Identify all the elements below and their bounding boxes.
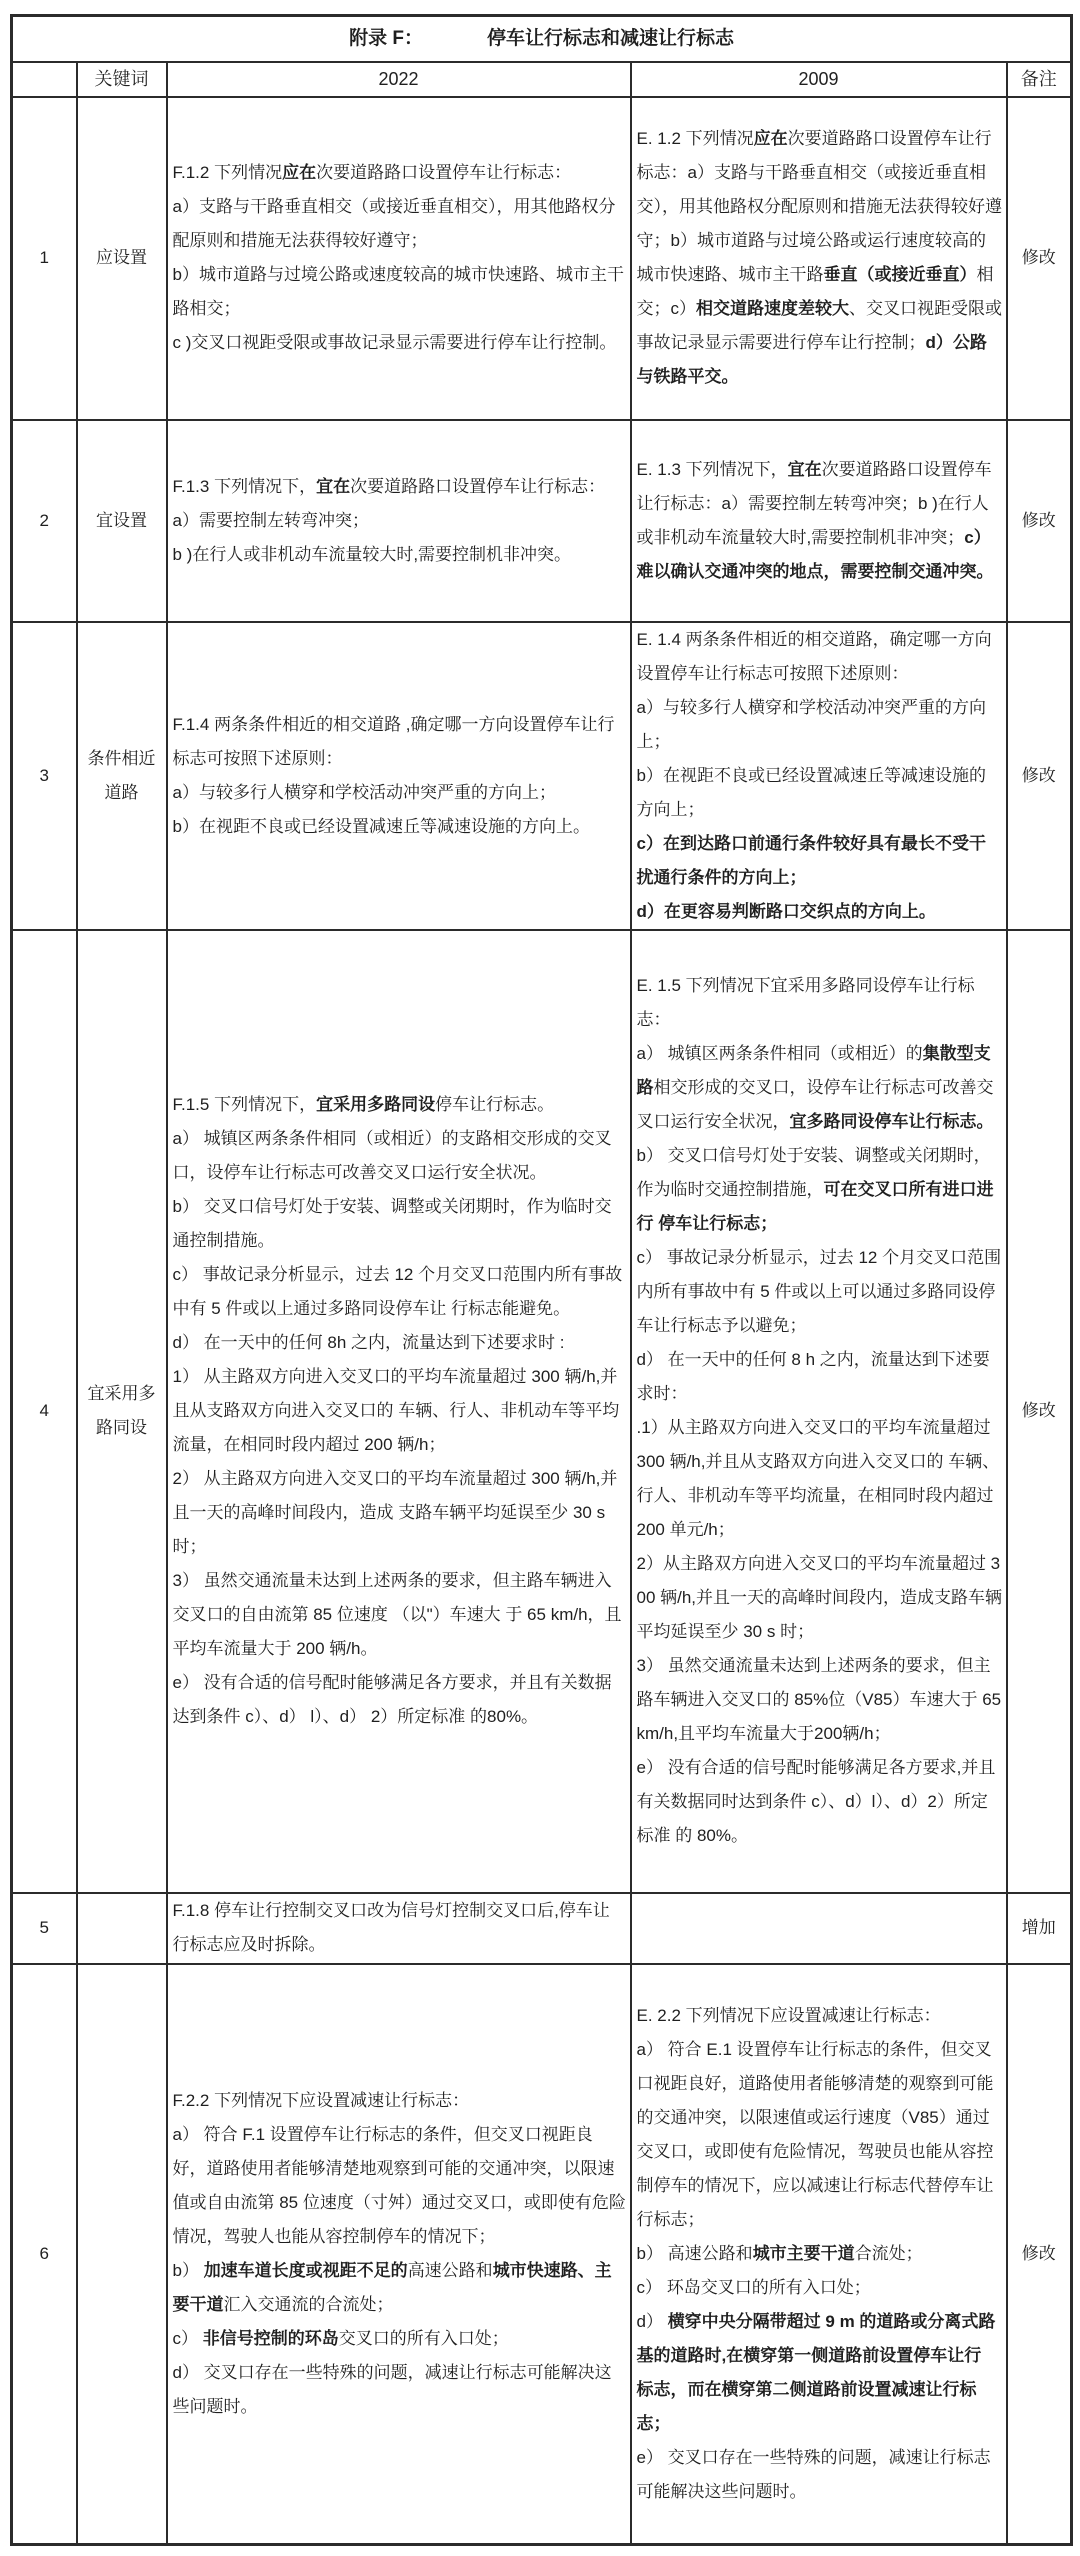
paragraph: [173, 2356, 627, 2424]
text-run: d）在更容易判断路口交织点的方向上。: [636, 901, 936, 921]
text-run: d） 在一天中的任何 8h 之内，流量达到下述要求时 :: [172, 1333, 565, 1352]
text-run: a）与较多行人横穿和学校活动冲突严重的方向上；: [172, 782, 556, 802]
cell-2009: [631, 97, 1007, 420]
paragraph: [173, 1666, 627, 1734]
table-row: [12, 1964, 1072, 2545]
row-index-cell: 6: [12, 1964, 77, 2545]
row-index-cell: 2: [12, 420, 77, 622]
text-run: 、交叉口视距受限或事故记录显示需要进行停车让行控制；: [636, 299, 1002, 352]
text-run: b） 交叉口信号灯处于安装、调整或关闭期时，作为临时交通控制措施。: [172, 1197, 612, 1250]
table-row: [12, 1893, 1072, 1964]
text-run: 城市快速路、主要干道: [172, 2260, 612, 2314]
paragraph: [173, 156, 627, 190]
paragraph: [173, 504, 627, 538]
text-run: a） 城镇区两条条件相同（或相近）的支路相交形成的交叉口，设停车让行标志可改善交叉口运行安全状况。: [172, 1129, 612, 1182]
paragraph: [173, 1122, 627, 1190]
text-run: E. 2.2 下列情况下应设置减速让行标志：: [636, 2005, 941, 2025]
remark-cell: 修改: [1007, 97, 1072, 420]
keyword-cell: [77, 1964, 167, 2545]
text-run: c）难以确认交通冲突的地点，需要控制交通冲突。: [636, 527, 994, 581]
paragraph: [173, 258, 627, 326]
paragraph: [173, 326, 627, 360]
cell-2009: [631, 1964, 1007, 2545]
paragraph: [637, 1241, 1003, 1343]
cell-2009: [631, 1893, 1007, 1964]
paragraph: [637, 1649, 1003, 1751]
remark-cell: 修改: [1007, 1964, 1072, 2545]
text-run: b）: [172, 2260, 204, 2280]
paragraph: [637, 1547, 1003, 1649]
paragraph: [173, 2254, 627, 2322]
paragraph: [173, 708, 627, 776]
paragraph: [173, 776, 627, 810]
paragraph: [637, 1751, 1003, 1853]
row-index-cell: 1: [12, 97, 77, 420]
text-run: 次要道路路口设置停车让行标志：: [350, 476, 606, 496]
text-run: 垂直（或接近垂直）: [823, 265, 977, 284]
text-run: 3） 虽然交通流量未达到上述两条的要求，但主路车辆进入交叉口的自由流第 85 位速度 （以"）车速大 于 65 km/h，且平均车流量大于 200 辆/h。: [172, 1571, 622, 1658]
text-run: F.1.4 两条条件相近的相交道路 ,确定哪一方向设置停车让行标志可按照下述原则：: [172, 714, 615, 768]
paragraph: [637, 759, 1003, 827]
text-run: 停车让行标志。: [435, 1095, 555, 1114]
title-prefix: 附录 F：: [349, 27, 423, 49]
paragraph: [173, 190, 627, 258]
text-run: F.1.5 下列情况下，: [172, 1095, 317, 1114]
text-run: b )在行人或非机动车流量较大时,需要控制机非冲突。: [172, 544, 572, 564]
row-index-cell: 4: [12, 930, 77, 1893]
paragraph: [637, 827, 1003, 895]
text-run: e） 没有合适的信号配时能够满足各方要求，并且有关数据达到条件 c）、d） l）、d） 2）所定标准 的80%。: [172, 1673, 612, 1726]
paragraph: [173, 1190, 627, 1258]
text-run: d） 在一天中的任何 8 h 之内，流量达到下述要求时：: [636, 1350, 990, 1403]
paragraph: [637, 2271, 1003, 2305]
cell-2009: [631, 420, 1007, 622]
text-run: a）与较多行人横穿和学校活动冲突严重的方向上；: [636, 697, 986, 751]
table-row: [12, 930, 1072, 1893]
table-title-row: [12, 16, 1072, 62]
paragraph: [637, 895, 1003, 929]
text-run: c） 环岛交叉口的所有入口处；: [636, 2277, 871, 2297]
paragraph: [637, 2441, 1003, 2509]
text-run: E. 1.2 下列情况: [636, 129, 754, 148]
table-row: [12, 420, 1072, 622]
text-run: 相交道路速度差较大: [696, 299, 849, 318]
text-run: 可在交叉口所有进口进行 停车让行标志；: [636, 1180, 994, 1233]
paragraph: [637, 453, 1003, 589]
cell-2022: [167, 420, 631, 622]
text-run: 宜采用多路同设: [316, 1095, 436, 1114]
keyword-cell: 应设置: [77, 97, 167, 420]
text-run: 交叉口的所有入口处；: [338, 2328, 509, 2348]
remark-cell: 修改: [1007, 622, 1072, 930]
text-run: 合流处；: [854, 2243, 923, 2263]
text-run: 非信号控制的环岛: [202, 2328, 339, 2348]
paragraph: [173, 1326, 627, 1360]
text-run: c） 事故记录分析显示，过去 12 个月交叉口范围内所有事故中有 5 件或以上通过多路同设停车让 行标志能避免。: [172, 1265, 623, 1318]
comparison-table: [10, 14, 1073, 2546]
text-run: 城市主要干道: [752, 2243, 855, 2263]
header-keyword: 关键词: [77, 62, 167, 97]
table-header-row: [12, 62, 1072, 97]
text-run: c）: [172, 2328, 203, 2348]
text-run: b）在视距不良或已经设置减速丘等减速设施的方向上；: [636, 765, 986, 819]
cell-2022: [167, 1964, 631, 2545]
paragraph: [173, 1894, 627, 1962]
text-run: a） 符合 E.1 设置停车让行标志的条件，但交叉口视距良好，道路使用者能够清楚的观察到可能 的交通冲突，以限速值或运行速度（V85）通过交叉口，或即使有危险情况，驾驶员也能从容控制停车的情况下，应以减速让行标志代替停车让行标志；: [636, 2039, 994, 2229]
text-run: e） 交叉口存在一些特殊的问题，减速让行标志可能解决这些问题时。: [636, 2447, 991, 2501]
paragraph: [637, 2237, 1003, 2271]
text-run: c）在到达路口前通行条件较好具有最长不受干扰通行条件的方向上；: [636, 833, 986, 887]
paragraph: [637, 1343, 1003, 1411]
cell-2009: [631, 622, 1007, 930]
paragraph: [173, 470, 627, 504]
text-run: a） 城镇区两条条件相同（或相近）的: [636, 1044, 923, 1063]
paragraph: [173, 2322, 627, 2356]
paragraph: [173, 1462, 627, 1564]
text-run: b）在视距不良或已经设置减速丘等减速设施的方向上。: [172, 816, 590, 836]
text-run: E. 1.5 下列情况下宜采用多路同设停车让行标志：: [636, 976, 975, 1029]
paragraph: [637, 623, 1003, 691]
table-title: [12, 16, 1072, 62]
header-remark: 备注: [1007, 62, 1072, 97]
text-run: 次要道路路口设置停车让行标志：a）支路与干路垂直相交（或接近垂直相交），用其他路权分配原则和措施无法获得较好遵守；b）城市道路与过境公路或运行速度较高的城市快速路、城市主干路: [636, 129, 1002, 284]
cell-2022: [167, 622, 631, 930]
text-run: 3） 虽然交通流量未达到上述两条的要求，但主路车辆进入交叉口的 85%位（V85）车速大于 65 km/h,且平均车流量大于200辆/h；: [636, 1656, 1002, 1743]
text-run: a） 符合 F.1 设置停车让行标志的条件，但交叉口视距良好，道路使用者能够清楚地观察到可能的交通冲突，以限速值或自由流第 85 位速度（寸舛）通过交叉口，或即使有危险情况，驾驶人也能从容控制停车的情况下；: [172, 2124, 626, 2246]
text-run: F.1.8 停车让行控制交叉口改为信号灯控制交叉口后,停车让行标志应及时拆除。: [172, 1901, 610, 1954]
text-run: 次要道路路口设置停车让行标志：a）需要控制左转弯冲突；b )在行人或非机动车流量较大时,需要控制机非冲突；: [636, 459, 992, 547]
paragraph: [173, 1564, 627, 1666]
text-run: 应在: [753, 129, 788, 148]
text-run: 汇入交通流的合流处；: [223, 2294, 394, 2314]
keyword-cell: [77, 1893, 167, 1964]
remark-cell: 修改: [1007, 420, 1072, 622]
cell-2009: [631, 930, 1007, 1893]
paragraph: [637, 2305, 1003, 2441]
text-run: 高速公路和: [407, 2260, 493, 2280]
text-run: c） 事故记录分析显示，过去 12 个月交叉口范围内所有事故中有 5 件或以上可以通过多路同设停 车让行标志予以避免；: [636, 1248, 1002, 1335]
cell-2022: [167, 930, 631, 1893]
paragraph: [173, 2118, 627, 2254]
text-run: 相交；c）: [636, 265, 994, 318]
text-run: F.1.2 下列情况: [172, 163, 283, 182]
text-run: 2） 从主路双方向进入交叉口的平均车流量超过 300 辆/h,并且一天的高峰时间段内，造成 支路车辆平均延误至少 30 s 时；: [172, 1469, 618, 1556]
text-run: a）支路与干路垂直相交（或接近垂直相交），用其他路权分配原则和措施无法获得较好遵守；: [172, 197, 616, 250]
text-run: e） 没有合适的信号配时能够满足各方要求,并且有关数据同时达到条件 c）、d）l）、d）2）所定标准 的 80%。: [636, 1758, 996, 1845]
text-run: F.2.2 下列情况下应设置减速让行标志：: [172, 2090, 470, 2110]
paragraph: [637, 122, 1003, 394]
table-row: [12, 622, 1072, 930]
row-index-cell: 3: [12, 622, 77, 930]
paragraph: [173, 1360, 627, 1462]
paragraph: [637, 1037, 1003, 1139]
text-run: E. 1.3 下列情况下，: [636, 459, 788, 479]
paragraph: [173, 810, 627, 844]
remark-cell: 修改: [1007, 930, 1072, 1893]
text-run: d）公路与铁路平交。: [636, 333, 987, 386]
text-run: b） 交叉口信号灯处于安装、调整或关闭期时，作为临时交通控制措施，: [636, 1146, 991, 1199]
paragraph: [173, 1258, 627, 1326]
paragraph: [637, 1999, 1003, 2033]
text-run: 次要道路路口设置停车让行标志：: [316, 163, 572, 182]
cell-2022: [167, 97, 631, 420]
remark-cell: 增加: [1007, 1893, 1072, 1964]
text-run: 2）从主路双方向进入交叉口的平均车流量超过 300 辆/h,并且一天的高峰时间段内，造成支路车辆平均延误至少 30 s 时；: [636, 1554, 1003, 1641]
text-run: 宜在: [787, 459, 822, 479]
keyword-cell: 宜设置: [77, 420, 167, 622]
text-run: d）: [636, 2311, 668, 2331]
text-run: .1）从主路双方向进入交叉口的平均车流量超过 300 辆/h,并且从支路双方向进入交叉口的 车辆、行人、非机动车等平均流量，在相同时段内超过 200 单元/h；: [636, 1418, 1000, 1539]
text-run: a）需要控制左转弯冲突；: [172, 510, 369, 530]
text-run: 1） 从主路双方向进入交叉口的平均车流量超过 300 辆/h,并且从支路双方向进入交叉口的 车辆、行人、非机动车等平均流量，在相同时段内超过 200 辆/h；: [172, 1367, 620, 1454]
cell-2022: [167, 1893, 631, 1964]
title-text: 停车让行标志和减速让行标志: [486, 27, 734, 49]
paragraph: [173, 2084, 627, 2118]
text-run: d） 交叉口存在一些特殊的问题，减速让行标志可能解决这些问题时。: [172, 2362, 612, 2416]
paragraph: [637, 691, 1003, 759]
text-run: 横穿中央分隔带超过 9 m 的道路或分离式路基的道路时,在横穿第一侧道路前设置停车让行 标志，而在横穿第二侧道路前设置减速让行标志；: [636, 2311, 996, 2433]
text-run: b） 高速公路和: [636, 2243, 753, 2263]
text-run: 宜多路同设停车让行标志。: [789, 1112, 994, 1131]
row-index-cell: 5: [12, 1893, 77, 1964]
text-run: 应在: [282, 163, 317, 182]
text-run: b）城市道路与过境公路或速度较高的城市快速路、城市主干路相交；: [172, 265, 624, 318]
paragraph: [173, 538, 627, 572]
text-run: c )交叉口视距受限或事故记录显示需要进行停车让行控制。: [172, 333, 617, 352]
text-run: 集散型支路: [636, 1044, 991, 1097]
header-2009: 2009: [631, 62, 1007, 97]
text-run: F.1.3 下列情况下，: [172, 476, 317, 496]
text-run: E. 1.4 两条条件相近的相交道路，确定哪一方向设置停车让行标志可按照下述原则：: [636, 629, 992, 683]
text-run: 加速车道长度或视距不足的: [203, 2260, 408, 2280]
paragraph: [637, 969, 1003, 1037]
text-run: 宜在: [316, 476, 351, 496]
paragraph: [637, 1411, 1003, 1547]
paragraph: [637, 2033, 1003, 2237]
header-index: [12, 62, 77, 97]
paragraph: [173, 1088, 627, 1122]
keyword-cell: 宜采用多路同设: [77, 930, 167, 1893]
keyword-cell: 条件相近道路: [77, 622, 167, 930]
paragraph: [637, 1139, 1003, 1241]
text-run: 相交形成的交叉口，设停车让行标志可改善交叉口运行安全状况，: [636, 1078, 994, 1131]
table-row: [12, 97, 1072, 420]
header-2022: 2022: [167, 62, 631, 97]
table-body: [12, 97, 1072, 2545]
